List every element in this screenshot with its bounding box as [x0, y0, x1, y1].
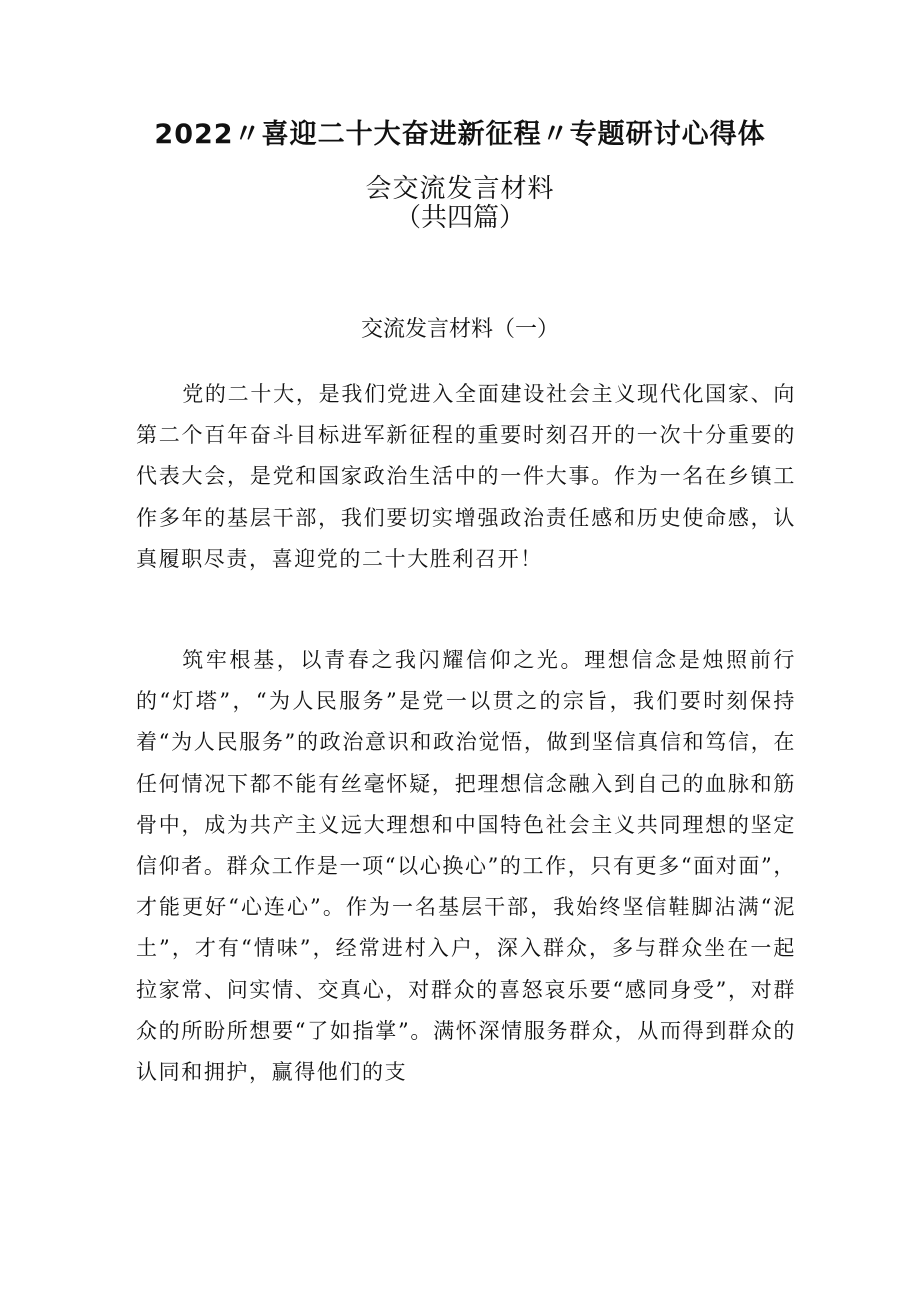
series-note: （共四篇） — [394, 203, 525, 233]
title-line-2: 会交流发言材料 — [365, 174, 555, 204]
title-line-1: 2022〃喜迎二十大奋进新征程〃专题研讨心得体 — [154, 119, 766, 150]
body-paragraph-2: 筑牢根基，以青春之我闪耀信仰之光。理想信念是烛照前行的“灯塔”，“为人民服务”是党一以贯之的宗旨，我们要时刻保持着“为人民服务”的政治意识和政治觉悟，做到坚信真信和笃信，在任何情况下都不能有丝毫怀疑，把理想信念融入到自己的血脉和筋骨中，成为共产主义远大理想和中国特色社会主义共同理想的坚定信仰者。群众工作是一项“以心换心”的工作，只有更多“面对面”，才能更好“心连心”。作为一名基层干部，我始终坚信鞋脚沾满“泥土”，才有“情味”，经常进村入户，深入群众，多与群众坐在一起拉家常、问实情、交真心，对群众的喜怒哀乐要“感同身受”，对群众的所盼所想要“了如指掌”。满怀深情服务群众，从而得到群众的认同和拥护，赢得他们的支 — [136, 648, 796, 1085]
section-heading: 交流发言材料（一） — [360, 317, 559, 342]
body-paragraph-1: 党的二十大，是我们党进入全面建设社会主义现代化国家、向第二个百年奋斗目标进军新征程的重要时刻召开的一次十分重要的代表大会，是党和国家政治生活中的一件大事。作为一名在乡镇工作多年的基层干部，我们要切实增强政治责任感和历史使命感，认真履职尽责，喜迎党的二十大胜利召开！ — [136, 382, 796, 571]
